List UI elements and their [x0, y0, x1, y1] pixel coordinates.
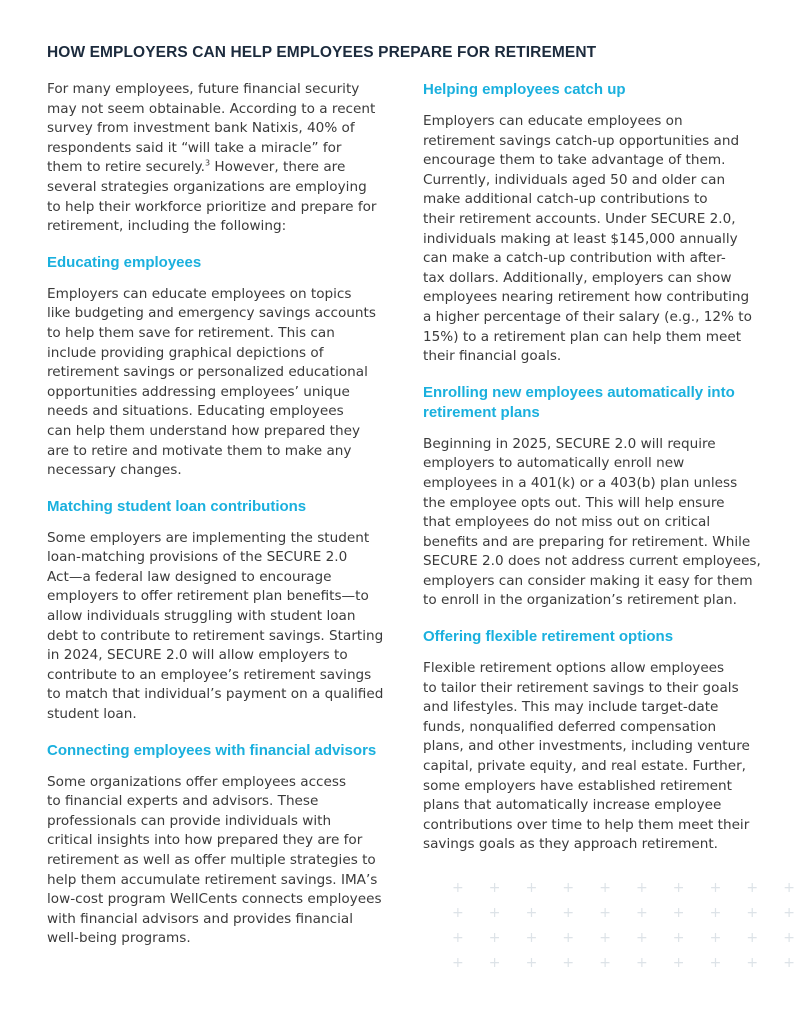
text-line: to match that individual’s payment on a qualified: [47, 686, 384, 703]
plus-icon: +: [783, 905, 795, 921]
connecting-paragraph: [47, 773, 387, 949]
text-line: to help them save for retirement. This can: [47, 324, 335, 341]
text-line: well-being programs.: [47, 930, 191, 947]
plus-icon: +: [488, 880, 501, 896]
text-line: employees nearing retirement how contributing: [423, 289, 750, 306]
text-line: contributions over time to help them meet their: [423, 816, 750, 833]
plus-icon: +: [525, 930, 538, 946]
plus-icon: +: [599, 880, 611, 896]
plus-icon: +: [525, 880, 538, 896]
matching-paragraph: [47, 529, 387, 725]
plus-icon: +: [783, 930, 795, 946]
plus-icon: +: [488, 930, 501, 946]
text-line: Employers can educate employees on: [423, 113, 683, 129]
text-line: make additional catch-up contributions to: [423, 191, 708, 208]
text-line: necessary changes.: [47, 462, 182, 479]
right-column: [423, 80, 768, 855]
plus-icon: +: [672, 955, 685, 971]
plus-icon: +: [636, 880, 648, 896]
text-line: capital, private equity, and real estate. Further,: [423, 758, 746, 775]
plus-icon: +: [562, 905, 575, 921]
plus-icon: +: [672, 880, 685, 896]
left-column: [47, 80, 387, 949]
text-line: to enroll in the organization’s retirement plan.: [423, 592, 737, 609]
text-line: with financial advisors and provides financial: [47, 910, 353, 927]
heading-line: Enrolling new employees automatically into: [423, 383, 735, 401]
text-line: help them accumulate retirement savings. IMA’s: [47, 871, 378, 888]
text-line: employees in a 401(k) or a 403(b) plan unless: [423, 474, 738, 491]
heading-line: retirement plans: [423, 403, 540, 421]
text-line: may not seem obtainable. According to a recent: [47, 100, 376, 117]
text-line: professionals can provide individuals with: [47, 812, 332, 829]
plus-icon: +: [672, 930, 685, 946]
text-line: their financial goals.: [423, 348, 562, 365]
plus-pattern-icon: [452, 880, 800, 980]
text-line: SECURE 2.0 does not address current employees,: [423, 553, 761, 570]
enrolling-paragraph: [423, 435, 768, 611]
section-heading-flexible: Offering flexible retirement options: [423, 628, 674, 646]
text-line: to financial experts and advisors. These: [47, 793, 319, 810]
plus-icon: +: [525, 905, 538, 921]
text-line: For many employees, future financial security: [47, 81, 360, 97]
text-line: Flexible retirement options allow employees: [423, 660, 725, 677]
plus-icon: +: [599, 955, 611, 971]
plus-icon: +: [599, 905, 611, 921]
text-segment: However, there are: [210, 159, 346, 176]
text-line: some employers have established retirement: [423, 777, 732, 794]
text-line: Act—a federal law designed to encourage: [47, 568, 332, 585]
plus-icon: +: [562, 880, 575, 896]
section-heading-catchup: Helping employees catch up: [423, 81, 626, 98]
text-line: in 2024, SECURE 2.0 will allow employers to: [47, 647, 348, 664]
section-heading-educating: Educating employees: [47, 253, 202, 271]
plus-icon: +: [746, 905, 759, 921]
footnote-marker: 3: [204, 158, 211, 168]
text-line: Some employers are implementing the student: [47, 529, 370, 546]
text-line: allow individuals struggling with student loan: [47, 608, 356, 625]
text-line: retirement, including the following:: [47, 218, 287, 235]
text-line: retirement savings catch-up opportunities and: [423, 132, 740, 149]
catchup-paragraph: [423, 112, 768, 367]
text-line: Currently, individuals aged 50 and older can: [423, 171, 726, 188]
plus-icon: +: [452, 905, 464, 921]
text-line: their retirement accounts. Under SECURE 2.0,: [423, 210, 736, 227]
text-line: 15%) to a retirement plan can help them meet: [423, 328, 742, 345]
plus-icon: +: [562, 930, 575, 946]
text-line: employers can consider making it easy for them: [423, 572, 753, 589]
section-heading-matching: Matching student loan contributions: [47, 497, 307, 515]
plus-icon: +: [452, 930, 464, 946]
text-line: critical insights into how prepared they are for: [47, 832, 363, 849]
text-line: funds, nonqualified deferred compensation: [423, 718, 717, 735]
page-title: HOW EMPLOYERS CAN HELP EMPLOYEES PREPARE FOR RETIREMENT: [47, 44, 597, 61]
text-line: respondents said it “will take a miracle” for: [47, 139, 342, 156]
text-line: Some organizations offer employees access: [47, 773, 347, 790]
text-line: savings goals as they approach retirement.: [423, 836, 718, 853]
text-line: like budgeting and emergency savings accounts: [47, 305, 376, 322]
plus-icon: +: [746, 880, 759, 896]
text-line: plans, and other investments, including venture: [423, 738, 750, 755]
text-line: and lifestyles. This may include target-date: [423, 699, 719, 716]
text-line: retirement savings or personalized educational: [47, 364, 368, 381]
text-line: [47, 158, 387, 178]
plus-icon: +: [525, 955, 538, 971]
plus-icon: +: [636, 905, 648, 921]
text-line: that employees do not miss out on critical: [423, 514, 711, 531]
text-line: encourage them to take advantage of them.: [423, 152, 726, 169]
text-line: student loan.: [47, 706, 137, 723]
text-line: needs and situations. Educating employees: [47, 403, 344, 420]
plus-icon: +: [709, 880, 722, 896]
text-line: low-cost program WellCents connects employees: [47, 891, 382, 908]
text-line: plans that automatically increase employee: [423, 797, 722, 814]
text-line: the employee opts out. This will help ensure: [423, 494, 725, 511]
text-line: are to retire and motivate them to make any: [47, 442, 352, 459]
text-line: include providing graphical depictions of: [47, 344, 324, 361]
plus-icon: +: [488, 955, 501, 971]
plus-icon: +: [599, 930, 611, 946]
intro-paragraph: [47, 80, 387, 237]
text-line: benefits and are preparing for retirement. While: [423, 533, 751, 550]
text-line: contribute to an employee’s retirement savings: [47, 666, 372, 683]
section-heading-connecting: Connecting employees with financial advisors: [47, 741, 377, 759]
text-line: can help them understand how prepared they: [47, 422, 361, 439]
plus-icon: +: [452, 880, 464, 896]
text-line: survey from investment bank Natixis, 40% of: [47, 120, 355, 137]
text-line: employers to automatically enroll new: [423, 455, 685, 472]
plus-icon: +: [783, 955, 795, 971]
plus-icon: +: [709, 955, 722, 971]
plus-icon: +: [562, 955, 575, 971]
section-heading-enrolling: [423, 383, 768, 423]
plus-icon: +: [746, 930, 759, 946]
text-line: Employers can educate employees on topics: [47, 285, 352, 302]
plus-icon: +: [636, 930, 648, 946]
text-line: loan-matching provisions of the SECURE 2.0: [47, 549, 348, 566]
plus-icon: +: [636, 955, 648, 971]
plus-icon: +: [709, 930, 722, 946]
plus-icon: +: [452, 955, 464, 971]
text-line: a higher percentage of their salary (e.g., 12% to: [423, 308, 752, 325]
text-segment: them to retire securely.: [47, 159, 205, 176]
text-line: can make a catch-up contribution with after-: [423, 250, 726, 267]
flexible-paragraph: [423, 659, 768, 855]
text-line: opportunities addressing employees’ unique: [47, 383, 350, 400]
text-line: Beginning in 2025, SECURE 2.0 will require: [423, 435, 716, 452]
text-line: individuals making at least $145,000 annually: [423, 230, 738, 247]
educating-paragraph: [47, 285, 387, 481]
plus-icon: +: [672, 905, 685, 921]
text-line: debt to contribute to retirement savings. Starting: [47, 627, 384, 644]
text-line: to tailor their retirement savings to their goals: [423, 679, 739, 696]
plus-icon: +: [488, 905, 501, 921]
plus-icon: +: [783, 880, 795, 896]
text-line: employers to offer retirement plan benefits—to: [47, 588, 369, 605]
text-line: several strategies organizations are employing: [47, 178, 367, 195]
plus-icon: +: [746, 955, 759, 971]
text-line: tax dollars. Additionally, employers can show: [423, 269, 732, 286]
text-line: to help their workforce prioritize and prepare for: [47, 198, 377, 215]
text-line: retirement as well as offer multiple strategies to: [47, 852, 376, 868]
plus-icon: +: [709, 905, 722, 921]
